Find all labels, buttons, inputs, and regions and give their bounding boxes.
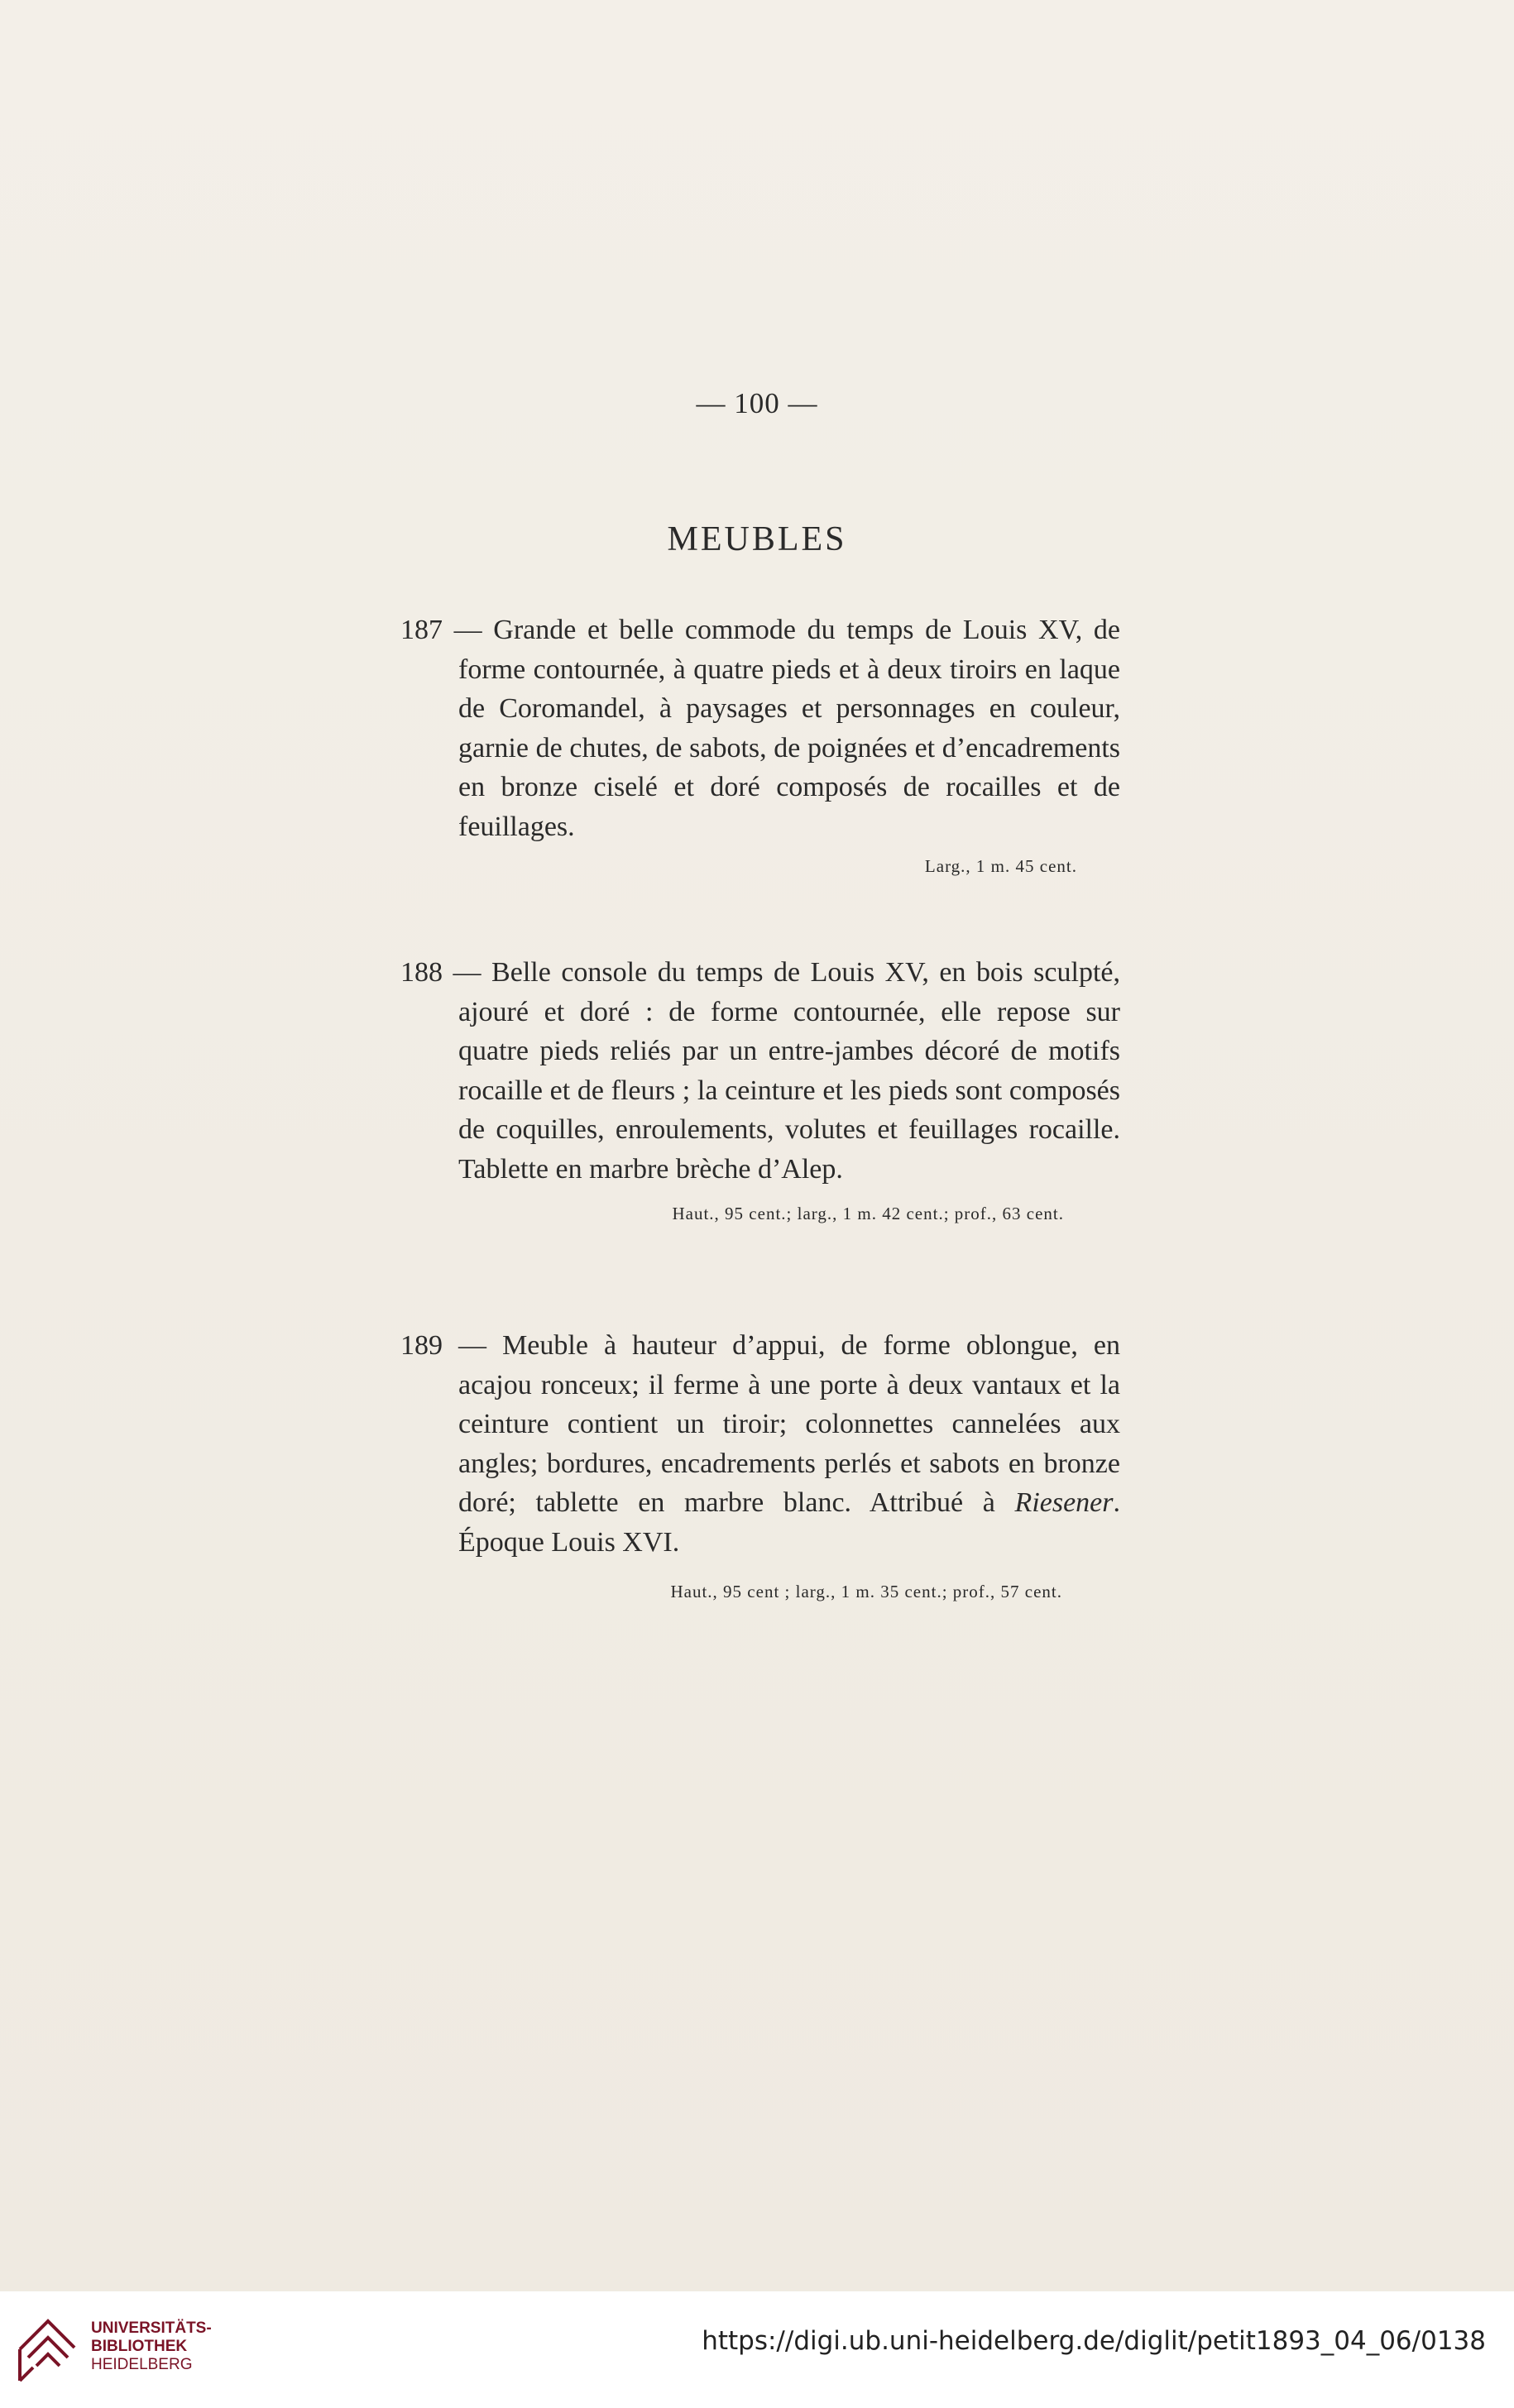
entry-number: 189 (400, 1330, 443, 1361)
entry-dimensions: Haut., 95 cent ; larg., 1 m. 35 cent.; prof., 57 cent. (670, 1582, 1062, 1601)
catalog-entry-189 (400, 1326, 1120, 1602)
entry-dimensions: Haut., 95 cent.; larg., 1 m. 42 cent.; prof., 63 cent. (672, 1204, 1064, 1223)
entry-text (400, 1326, 1120, 1562)
library-logo-icon (15, 2310, 79, 2384)
logo-line-2: BIBLIOTHEK (91, 2338, 188, 2355)
library-logo[interactable] (15, 2303, 230, 2394)
footer-bar (0, 2291, 1514, 2408)
logo-line-3: HEIDELBERG (91, 2356, 193, 2373)
maker-name: Riesener (1014, 1487, 1114, 1518)
library-logo-text (91, 2319, 212, 2374)
catalog-entry-188 (400, 953, 1120, 1224)
entry-dimensions: Larg., 1 m. 45 cent. (924, 856, 1077, 876)
page-number: — 100 — (696, 387, 818, 419)
permalink-url[interactable]: https://digi.ub.uni-heidelberg.de/diglit/petit1893_04_06/0138 (702, 2326, 1486, 2356)
entry-description: — Grande et belle commode du temps de Louis XV, de forme contournée, à quatre pieds et à deux tiroirs en laque de Coromandel, à paysages et personnages en couleur, garnie de chutes, de sabots, de poignées et d’encadrements en bronze ciselé et doré composés de rocailles et de feuillages. (443, 615, 1120, 842)
entry-description: — Belle console du temps de Louis XV, en bois sculpté, ajouré et doré : de forme contournée, elle repose sur quatre pieds reliés par un entre-jambes décoré de motifs rocaille et de fleurs ; la ceinture et les pieds sont composés de coquilles, enroulements, volutes et feuillages rocaille. Tablette en marbre brèche d’Alep. (443, 957, 1120, 1185)
entry-description-end: . Époque Louis XVI. (458, 1487, 1120, 1558)
entry-number: 188 (400, 957, 443, 988)
entry-text (400, 953, 1120, 1189)
entry-number: 187 (400, 615, 443, 645)
section-title: MEUBLES (667, 520, 847, 558)
catalog-entry-187 (400, 610, 1120, 877)
entry-description-start: — Meuble à hauteur d’appui, de forme oblongue, en acajou ronceux; il ferme à une porte à deux vantaux et la ceinture contient un tiroir; colonnettes cannelées aux angles; bordures, encadrements perlés et sabots en bronze doré; tablette en marbre blanc. Attribué à (443, 1330, 1120, 1518)
logo-line-1: UNIVERSITÄTS- (91, 2319, 212, 2337)
entry-text (400, 610, 1120, 846)
